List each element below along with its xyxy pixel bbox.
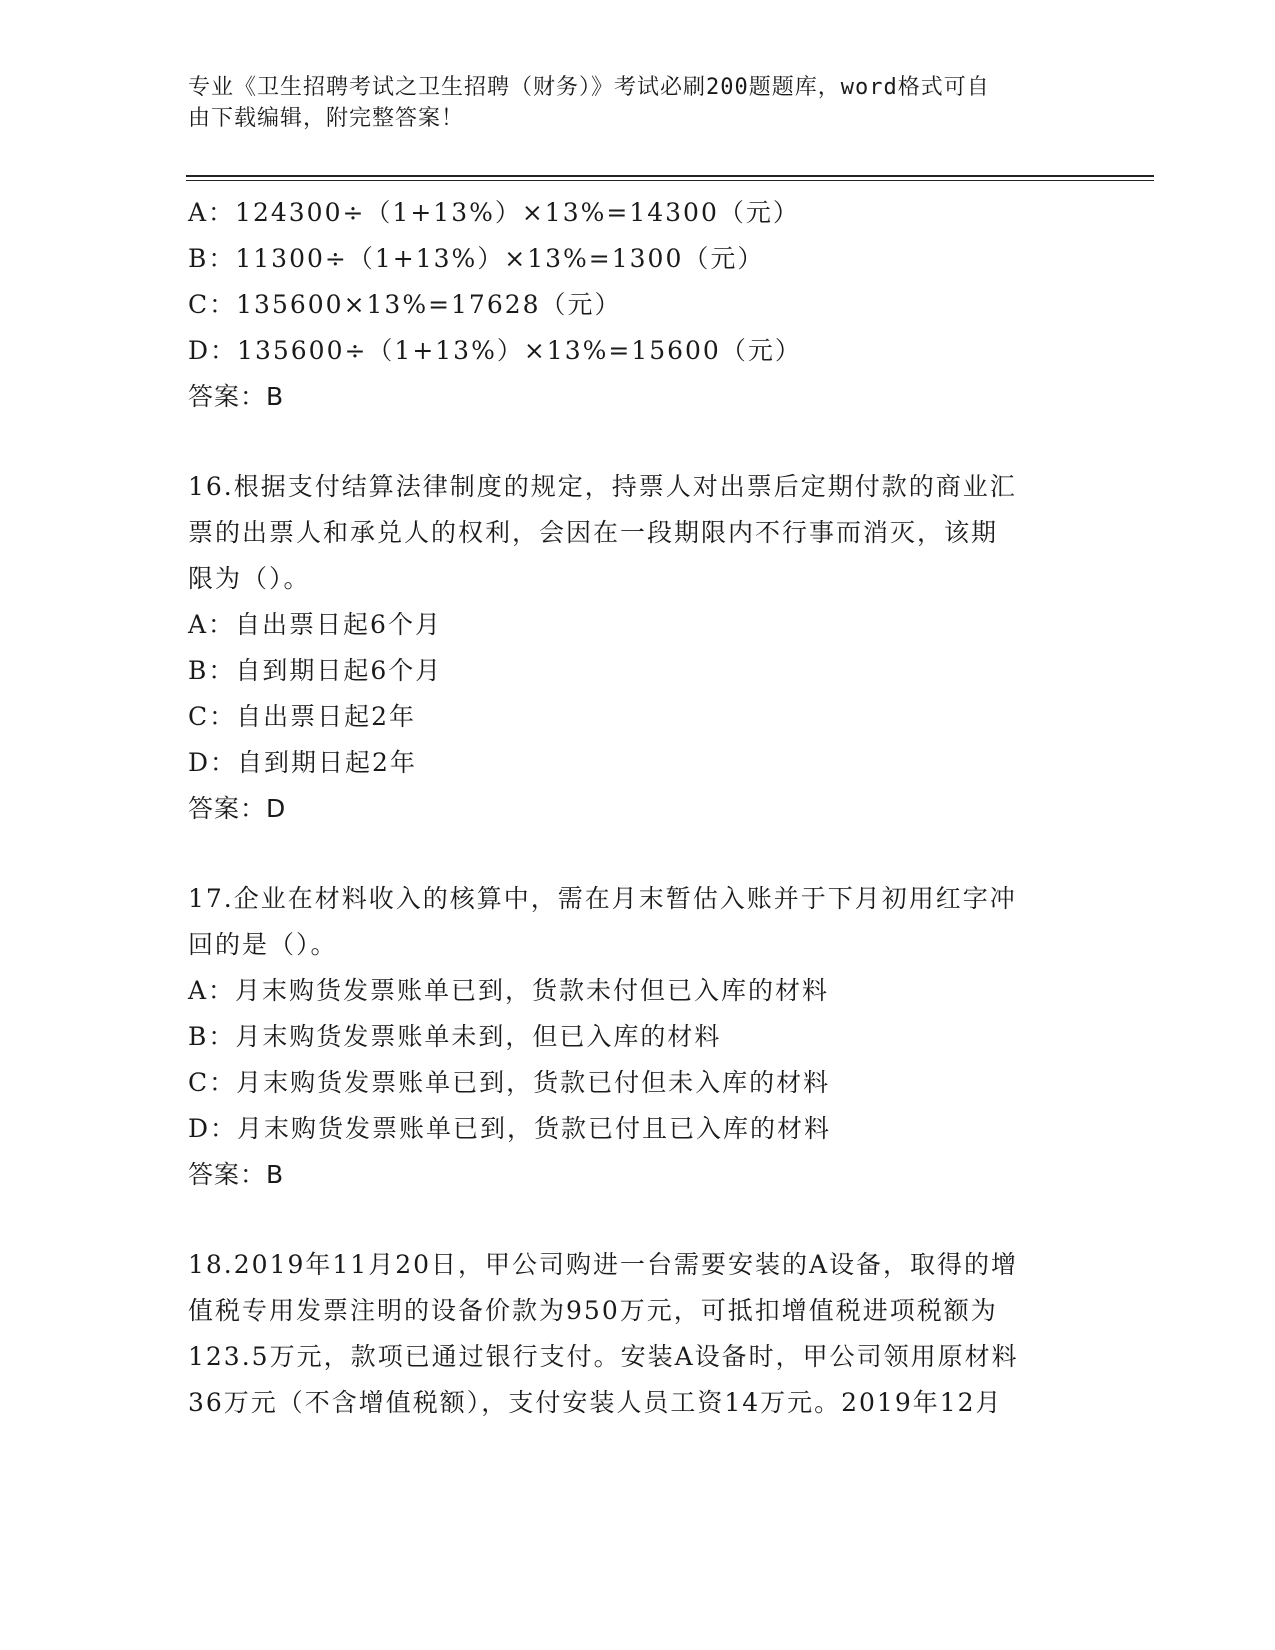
option-d: D：月末购货发票账单已到，货款已付且已入库的材料	[188, 1114, 832, 1143]
option-c: C：月末购货发票账单已到，货款已付但未入库的材料	[188, 1068, 831, 1097]
option-d: D：自到期日起2年	[188, 748, 417, 777]
header-line: 专业《卫生招聘考试之卫生招聘（财务）》考试必刷200题题库，word格式可自	[188, 75, 990, 100]
document-body	[188, 190, 1088, 1426]
spacer	[188, 1198, 1088, 1242]
option-c: C：自出票日起2年	[188, 702, 417, 731]
header-divider-thick	[186, 175, 1154, 177]
question-15	[188, 190, 1088, 420]
answer-text: 答案：D	[188, 794, 287, 823]
question-stem-line: 16.根据支付结算法律制度的规定，持票人对出票后定期付款的商业汇	[188, 472, 1017, 501]
question-16	[188, 464, 1088, 832]
spacer	[188, 832, 1088, 876]
answer-text: 答案：B	[188, 1160, 285, 1189]
question-stem-line: 回的是（）。	[188, 930, 338, 959]
spacer	[188, 420, 1088, 464]
answer-text: 答案：B	[188, 382, 285, 411]
option-c: C：135600×13%=17628（元）	[188, 290, 622, 319]
option-b: B：11300÷（1+13%）×13%=1300（元）	[188, 244, 765, 273]
option-a: A：自出票日起6个月	[188, 610, 442, 639]
question-stem-line: 36万元（不含增值税额），支付安装人员工资14万元。2019年12月	[188, 1388, 1003, 1417]
option-b: B：月末购货发票账单未到，但已入库的材料	[188, 1022, 722, 1051]
question-18	[188, 1242, 1088, 1426]
option-a: A：月末购货发票账单已到，货款未付但已入库的材料	[188, 976, 830, 1005]
question-stem-line: 票的出票人和承兑人的权利，会因在一段期限内不行事而消灭，该期	[188, 518, 999, 547]
question-17	[188, 876, 1088, 1198]
question-stem-line: 123.5万元，款项已通过银行支付。安装A设备时，甲公司领用原材料	[188, 1342, 1019, 1371]
option-a: A：124300÷（1+13%）×13%=14300（元）	[188, 198, 800, 227]
header-line: 由下载编辑，附完整答案！	[188, 106, 465, 131]
option-d: D：135600÷（1+13%）×13%=15600（元）	[188, 336, 802, 365]
question-stem-line: 17.企业在材料收入的核算中，需在月末暂估入账并于下月初用红字冲	[188, 884, 1017, 913]
question-stem-line: 值税专用发票注明的设备价款为950万元，可抵扣增值税进项税额为	[188, 1296, 998, 1325]
question-stem-line: 18.2019年11月20日，甲公司购进一台需要安装的A设备，取得的增	[188, 1250, 1019, 1279]
document-header	[188, 72, 1068, 134]
question-stem-line: 限为（）。	[188, 564, 311, 593]
option-b: B：自到期日起6个月	[188, 656, 443, 685]
header-divider-thin	[186, 180, 1154, 181]
